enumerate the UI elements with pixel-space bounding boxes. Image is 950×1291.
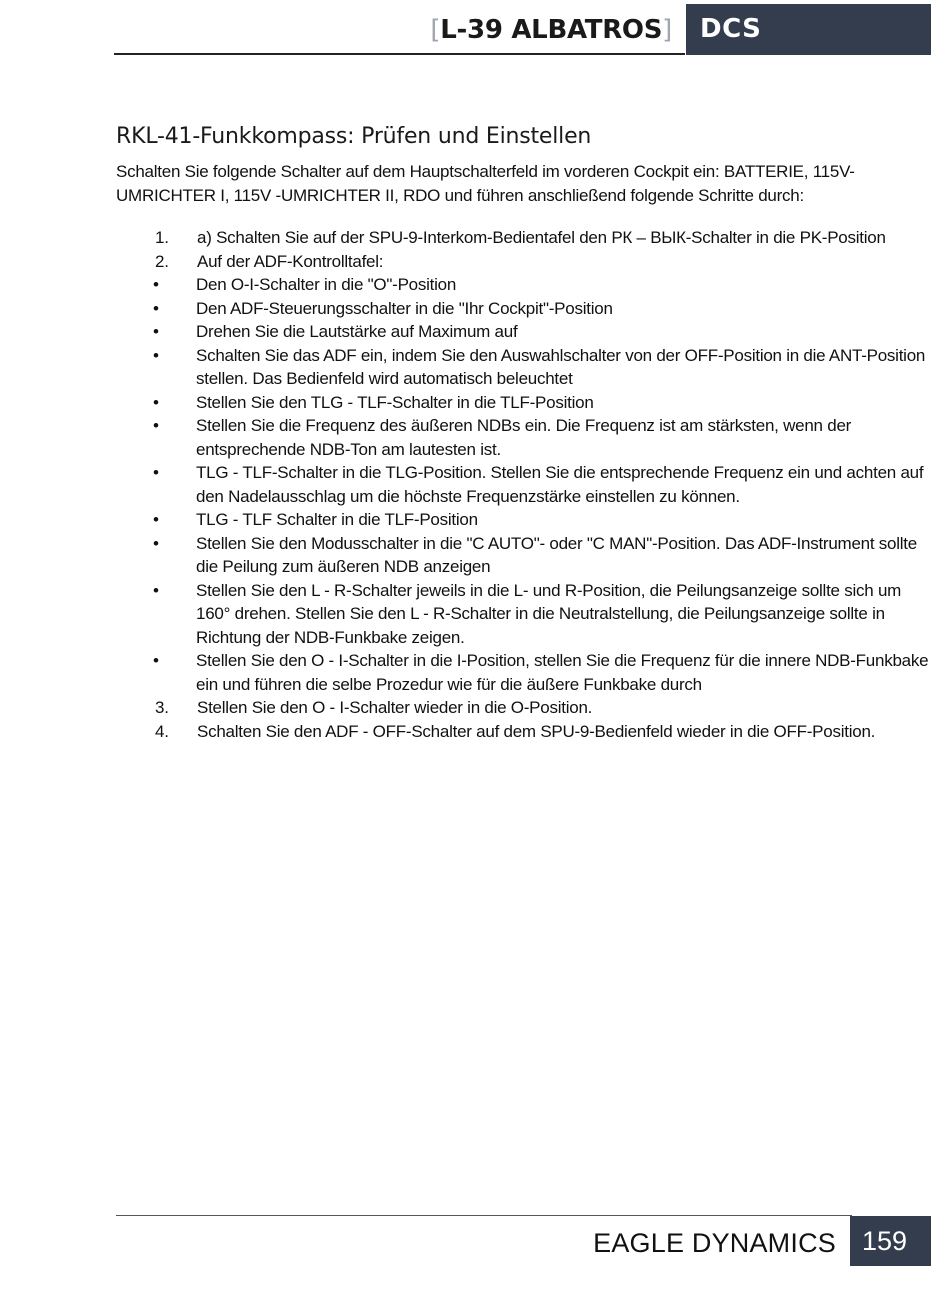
dcs-badge: DCS bbox=[686, 4, 931, 55]
step-number: 4. bbox=[155, 721, 169, 741]
page-number: 159 bbox=[850, 1216, 931, 1266]
list-item bbox=[116, 532, 934, 579]
list-item bbox=[116, 461, 934, 508]
substep-text: TLG - TLF-Schalter in die TLG-Position. Stellen Sie die entsprechende Frequenz ein und achten auf den Nadelausschlag um die höchste Frequenzstärke einstellen zu können. bbox=[196, 463, 924, 506]
title-text: L-39 ALBATROS bbox=[440, 15, 663, 45]
adf-substep-list bbox=[116, 273, 934, 696]
substep-text: Stellen Sie den Modusschalter in die "C AUTO"- oder "C MAN"-Position. Das ADF-Instrument sollte die Peilung zum äußeren NDB anzeigen bbox=[196, 533, 917, 576]
bullet-icon: • bbox=[153, 510, 159, 529]
step-1 bbox=[116, 226, 934, 250]
list-item bbox=[116, 391, 934, 415]
list-item bbox=[116, 344, 934, 391]
intro-paragraph: Schalten Sie folgende Schalter auf dem Hauptschalterfeld im vorderen Cockpit ein: BATTERIE, 115V-UMRICHTER I, 115V -UMRICHTER II, RDO und führen anschließend folgende Schritte durch: bbox=[116, 162, 855, 205]
step-3 bbox=[116, 696, 934, 720]
bullet-icon: • bbox=[153, 322, 159, 341]
step-text: Auf der ADF-Kontrolltafel: bbox=[197, 251, 384, 271]
bullet-icon: • bbox=[153, 580, 159, 600]
substep-text: Stellen Sie den TLG - TLF-Schalter in die TLF-Position bbox=[196, 392, 594, 412]
list-item bbox=[116, 273, 934, 297]
step-text: Schalten Sie den ADF - OFF-Schalter auf dem SPU-9-Bedienfeld wieder in die OFF-Position. bbox=[197, 721, 876, 741]
step-text: a) Schalten Sie auf der SPU-9-Interkom-Bedientafel den РК – ВЫК-Schalter in die PK-Position bbox=[197, 228, 886, 247]
bullet-icon: • bbox=[153, 345, 159, 365]
bullet-icon: • bbox=[153, 533, 159, 553]
substep-text: Stellen Sie den L - R-Schalter jeweils in die L- und R-Position, die Peilungsanzeige sollte sich um 160° drehen. Stellen Sie den L - R-Schalter in die Neutralstellung, die Peilungsanzeige sollte in Richtung der NDB-Funkbake zeigen. bbox=[196, 580, 902, 647]
step-2 bbox=[116, 250, 934, 697]
list-item bbox=[116, 297, 934, 321]
list-item bbox=[116, 508, 934, 532]
step-number: 1. bbox=[155, 228, 169, 247]
procedure-list bbox=[116, 226, 934, 743]
list-item bbox=[116, 414, 934, 461]
bullet-icon: • bbox=[153, 651, 159, 670]
list-item bbox=[116, 579, 934, 650]
step-4 bbox=[116, 720, 934, 744]
step-number: 2. bbox=[155, 251, 169, 271]
step-number: 3. bbox=[155, 698, 169, 717]
header-divider bbox=[114, 53, 685, 55]
substep-text: Schalten Sie das ADF ein, indem Sie den Auswahlschalter von der OFF-Position in die ANT-Position stellen. Das Bedienfeld wird automatisch beleuchtet bbox=[196, 345, 926, 388]
substep-text: Den ADF-Steuerungsschalter in die "Ihr Cockpit"-Position bbox=[196, 298, 613, 318]
footer-company: EAGLE DYNAMICS bbox=[593, 1228, 836, 1258]
substep-text: Drehen Sie die Lautstärke auf Maximum auf bbox=[196, 322, 518, 341]
bullet-icon: • bbox=[153, 298, 159, 318]
list-item bbox=[116, 649, 934, 696]
bullet-icon: • bbox=[153, 275, 159, 294]
document-title bbox=[430, 8, 672, 52]
step-text: Stellen Sie den O - I-Schalter wieder in die O-Position. bbox=[197, 698, 593, 717]
list-item bbox=[116, 320, 934, 344]
title-bracket-close: ] bbox=[662, 15, 672, 45]
substep-text: Den O-I-Schalter in die "O"-Position bbox=[196, 275, 457, 294]
bullet-icon: • bbox=[153, 463, 159, 482]
bullet-icon: • bbox=[153, 392, 159, 412]
substep-text: TLG - TLF Schalter in die TLF-Position bbox=[196, 510, 478, 529]
substep-text: Stellen Sie den O - I-Schalter in die I-Position, stellen Sie die Frequenz für die innere NDB-Funkbake ein und führen die selbe Prozedur wie für die äußere Funkbake durch bbox=[196, 651, 929, 694]
substep-text: Stellen Sie die Frequenz des äußeren NDBs ein. Die Frequenz ist am stärksten, wenn der entsprechende NDB-Ton am lautesten ist. bbox=[196, 416, 852, 459]
bullet-icon: • bbox=[153, 416, 159, 435]
footer-divider bbox=[116, 1215, 852, 1216]
section-title: RKL-41-Funkkompass: Prüfen und Einstellen bbox=[116, 124, 592, 149]
title-bracket-open: [ bbox=[430, 15, 441, 45]
